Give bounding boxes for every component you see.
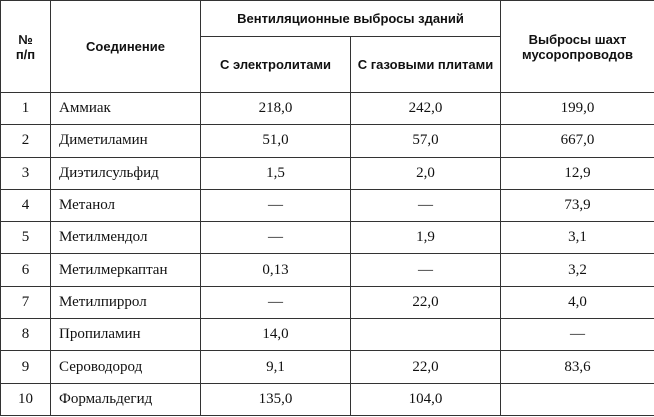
compound-name: Метилпиррол bbox=[51, 286, 201, 318]
electric-value: — bbox=[201, 286, 351, 318]
shaft-value: 3,1 bbox=[501, 222, 654, 254]
compound-name: Сероводород bbox=[51, 351, 201, 383]
gas-value: 242,0 bbox=[351, 93, 501, 125]
table-row bbox=[1, 157, 654, 189]
electric-value: 0,13 bbox=[201, 254, 351, 286]
shaft-value: 3,2 bbox=[501, 254, 654, 286]
row-number: 1 bbox=[1, 93, 51, 125]
table-row bbox=[1, 383, 654, 415]
row-number: 2 bbox=[1, 125, 51, 157]
compound-name: Диметиламин bbox=[51, 125, 201, 157]
row-number: 7 bbox=[1, 286, 51, 318]
row-number: 10 bbox=[1, 383, 51, 415]
gas-value: 2,0 bbox=[351, 157, 501, 189]
header-building-emissions: Вентиляционные выбросы зданий bbox=[201, 1, 501, 37]
electric-value: 14,0 bbox=[201, 319, 351, 351]
compound-name: Диэтилсульфид bbox=[51, 157, 201, 189]
row-number: 9 bbox=[1, 351, 51, 383]
electric-value: 135,0 bbox=[201, 383, 351, 415]
row-number: 5 bbox=[1, 222, 51, 254]
shaft-value: 199,0 bbox=[501, 93, 654, 125]
table-row bbox=[1, 222, 654, 254]
header-compound: Соединение bbox=[51, 1, 201, 93]
compound-name: Метанол bbox=[51, 189, 201, 221]
compound-name: Метилмеркаптан bbox=[51, 254, 201, 286]
gas-value: 104,0 bbox=[351, 383, 501, 415]
row-number: 4 bbox=[1, 189, 51, 221]
row-number: 8 bbox=[1, 319, 51, 351]
shaft-value: 4,0 bbox=[501, 286, 654, 318]
header-number-line2: п/п bbox=[15, 46, 36, 62]
header-shaft-emissions: Выбросы шахт мусоропроводов bbox=[501, 1, 654, 93]
gas-value bbox=[351, 319, 501, 351]
row-number: 3 bbox=[1, 157, 51, 189]
compound-name: Формальдегид bbox=[51, 383, 201, 415]
compound-name: Аммиак bbox=[51, 93, 201, 125]
header-electric: С электролитами bbox=[201, 37, 351, 93]
shaft-value: 73,9 bbox=[501, 189, 654, 221]
compound-name: Пропиламин bbox=[51, 319, 201, 351]
shaft-value bbox=[501, 383, 654, 415]
gas-value: 22,0 bbox=[351, 286, 501, 318]
electric-value: 1,5 bbox=[201, 157, 351, 189]
table-row bbox=[1, 351, 654, 383]
row-number: 6 bbox=[1, 254, 51, 286]
table-row bbox=[1, 189, 654, 221]
shaft-value: — bbox=[501, 319, 654, 351]
compound-name: Метилмендол bbox=[51, 222, 201, 254]
header-number-line1: № bbox=[18, 31, 33, 47]
shaft-value: 667,0 bbox=[501, 125, 654, 157]
gas-value: 57,0 bbox=[351, 125, 501, 157]
table-row bbox=[1, 286, 654, 318]
table-row bbox=[1, 93, 654, 125]
shaft-value: 12,9 bbox=[501, 157, 654, 189]
electric-value: — bbox=[201, 222, 351, 254]
electric-value: 51,0 bbox=[201, 125, 351, 157]
table-row bbox=[1, 319, 654, 351]
electric-value: 9,1 bbox=[201, 351, 351, 383]
table-row bbox=[1, 125, 654, 157]
header-row-1 bbox=[1, 1, 654, 37]
header-gas: С газовыми плитами bbox=[351, 37, 501, 93]
gas-value: — bbox=[351, 189, 501, 221]
gas-value: 1,9 bbox=[351, 222, 501, 254]
electric-value: — bbox=[201, 189, 351, 221]
gas-value: — bbox=[351, 254, 501, 286]
gas-value: 22,0 bbox=[351, 351, 501, 383]
header-number bbox=[1, 1, 51, 93]
table-body bbox=[1, 93, 654, 416]
electric-value: 218,0 bbox=[201, 93, 351, 125]
shaft-value: 83,6 bbox=[501, 351, 654, 383]
table-row bbox=[1, 254, 654, 286]
